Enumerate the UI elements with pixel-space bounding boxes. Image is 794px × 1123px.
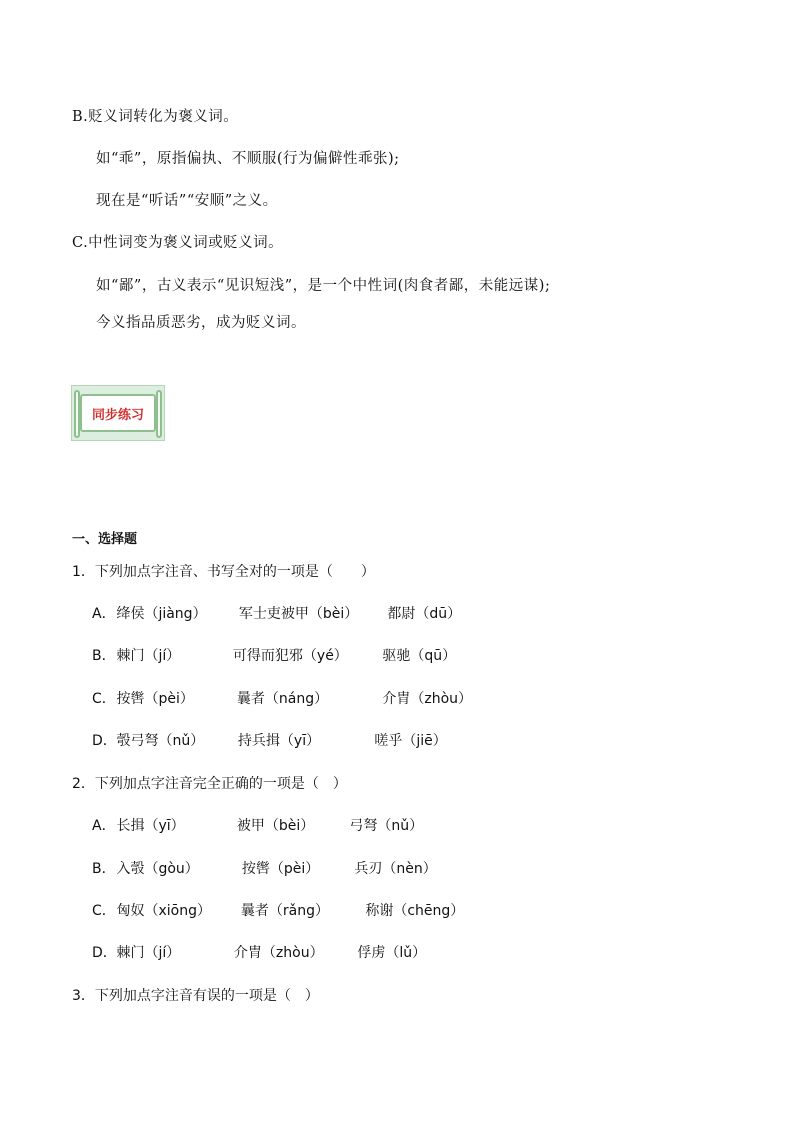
option-item: 弓弩（nǔ） — [349, 818, 424, 834]
q1-option-b[interactable] — [92, 647, 456, 665]
note-c-heading: C.中性词变为褒义词或贬义词。 — [72, 235, 284, 251]
option-item: 都尉（dū） — [387, 606, 462, 622]
option-item: 介胄（zhòu） — [233, 945, 324, 961]
option-item: 嗟乎（jiē） — [374, 733, 447, 749]
q1-option-a[interactable] — [92, 605, 461, 623]
note-b-line2: 现在是“听话”“安顺”之义。 — [96, 193, 278, 209]
option-item: 按辔（pèi） — [116, 691, 194, 707]
option-letter: D． — [92, 945, 117, 961]
note-b-line1: 如“乖”，原指偏执、不顺服(行为偏僻性乖张); — [96, 151, 400, 167]
option-item: 绛侯（jiàng） — [116, 606, 207, 622]
option-item: 棘门（jí） — [116, 648, 181, 664]
option-item: 驱驰（qū） — [382, 648, 457, 664]
q1-option-d[interactable] — [92, 732, 447, 750]
option-item: 被甲（bèi） — [236, 818, 315, 834]
question-1-stem: 1．下列加点字注音、书写全对的一项是（ ） — [72, 564, 375, 580]
option-item: 持兵揖（yī） — [237, 733, 321, 749]
note-c-line2: 今义指品质恶劣，成为贬义词。 — [96, 315, 306, 331]
q2-option-c[interactable] — [92, 902, 464, 920]
option-item: 入彀（gòu） — [116, 861, 199, 877]
question-2-stem: 2．下列加点字注音完全正确的一项是（ ） — [72, 776, 347, 792]
option-item: 曩者（náng） — [236, 691, 329, 707]
option-letter: A． — [92, 818, 116, 834]
q1-option-c[interactable] — [92, 690, 472, 708]
note-b-heading: B.贬义词转化为褒义词。 — [72, 109, 239, 125]
option-letter: C． — [92, 691, 116, 707]
option-letter: A． — [92, 606, 116, 622]
option-letter: C． — [92, 903, 116, 919]
option-letter: B． — [92, 648, 116, 664]
option-item: 彀弓弩（nǔ） — [116, 733, 205, 749]
option-item: 介胄（zhòu） — [382, 691, 473, 707]
option-item: 曩者（rǎng） — [240, 903, 330, 919]
note-c-line1: 如“鄙”，古义表示“见识短浅”，是一个中性词(肉食者鄙，未能远谋); — [96, 278, 551, 294]
option-item: 俘虏（lǔ） — [357, 945, 427, 961]
option-item: 按辔（pèi） — [241, 861, 320, 877]
option-letter: D． — [92, 733, 117, 749]
option-item: 称谢（chēng） — [365, 903, 465, 919]
section-title: 一、选择题 — [72, 532, 138, 547]
section-banner — [71, 385, 165, 441]
option-letter: B． — [92, 861, 116, 877]
option-item: 匈奴（xiōng） — [116, 903, 211, 919]
question-3-stem: 3．下列加点字注音有误的一项是（ ） — [72, 988, 319, 1004]
option-item: 棘门（jí） — [116, 945, 181, 961]
banner-label: 同步练习 — [91, 407, 144, 423]
q2-option-a[interactable] — [92, 817, 423, 835]
option-item: 长揖（yī） — [116, 818, 185, 834]
q2-option-b[interactable] — [92, 860, 437, 878]
option-item: 可得而犯邪（yé） — [232, 648, 348, 664]
q2-option-d[interactable] — [92, 944, 426, 962]
option-item: 军士吏被甲（bèi） — [238, 606, 359, 622]
option-item: 兵刃（nèn） — [354, 861, 437, 877]
